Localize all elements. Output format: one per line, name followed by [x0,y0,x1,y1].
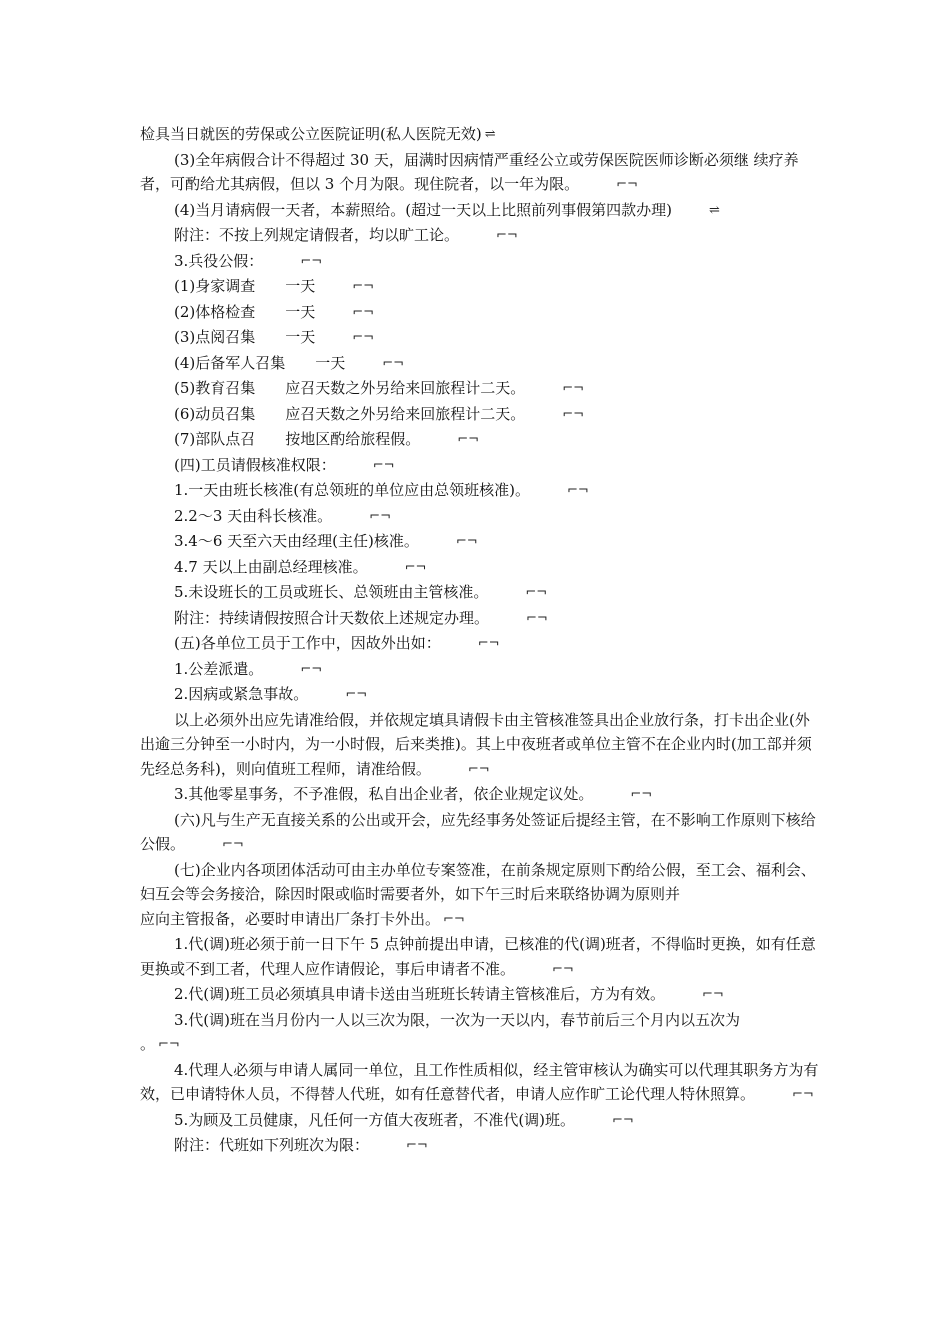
line-text: 2.2～3 天由科长核准。 [174,506,333,525]
line-text: 4.代理人必须与申请人属同一单位，且工作性质相似，经主管审核认为确实可以代理其职务方为有效，已申请特休人员，不得替人代班，如有任意替代者，申请人应作旷工论代理人特休照算。 [140,1060,819,1103]
line-text: 5.为顾及工员健康，凡任何一方值大夜班者，不准代(调)班。 [174,1110,576,1129]
paragraph-mark-icon: ⌐¬ [369,508,391,524]
line-text: (4)当月请病假一天者，本薪照给。(超过一天以上比照前列事假第四款办理) [174,200,672,219]
line-text: 1.一天由班长核准(有总领班的单位应由总领班核准)。 [174,481,531,499]
line-text: 3.兵役公假： [174,251,264,270]
line-text: (1)身家调查 一天 [174,277,316,295]
line-text: (3)全年病假合计不得超过 30 天，届满时因病情严重经公立或劳保医院医师诊断必须继 续疗养者，可酌给尤其病假，但以 3 个月为限。现住院者，以一年为限。 [140,150,799,193]
document-body [140,122,820,1159]
paragraph-mark-icon: ⌐¬ [616,177,638,192]
text-line [140,682,820,708]
paragraph-mark-icon: ⌐¬ [372,457,395,473]
text-line [140,907,820,933]
text-line [140,606,820,632]
text-line [140,504,820,530]
paragraph-mark-icon: ⌐¬ [562,406,585,422]
paragraph-mark-icon: ⌐¬ [158,1037,180,1052]
text-line [140,198,820,224]
line-text: 附注：代班如下列班次为限： [174,1136,370,1154]
paragraph-mark-icon: ⌐¬ [222,837,244,852]
text-line [140,1032,820,1058]
paragraph-mark-icon: ⌐¬ [457,432,480,447]
text-line [140,555,820,581]
paragraph-mark-icon: ⌐¬ [406,1138,428,1153]
text-line [140,982,820,1008]
text-line [140,122,820,148]
line-text: 3.代(调)班在当月份内一人以三次为限，一次为一天以内，春节前后三个月内以五次为 [174,1010,741,1029]
line-text: (七)企业内各项团体活动可由主办单位专案签准，在前条规定原则下酌给公假，至工会、福利会、妇互会等会务接洽，除因时限或临时需要者外，如下午三时后来联络协调为原则并 [140,860,816,903]
text-line [140,1008,820,1033]
line-text: (4)后备军人召集 一天 [174,353,346,372]
line-text: 5.未设班长的工员或班长、总领班由主管核准。 [174,583,489,601]
line-text: (四)工员请假核准权限： [174,455,336,474]
paragraph-mark-icon: ⌐¬ [630,787,653,802]
line-text: 1.代(调)班必须于前一日下午 5 点钟前提出申请，已核准的代(调)班者，不得临时更换，如有任意更换或不到工者，代理人应作请假论，事后申请者不准。 [140,935,816,978]
paragraph-mark-icon: ⌐¬ [525,585,548,600]
line-text: (五)各单位工员于工作中，因故外出如： [174,634,441,652]
text-line [140,1108,820,1134]
text-line [140,351,820,377]
text-line [140,932,820,982]
paragraph-mark-icon: ⌐¬ [352,330,375,345]
paragraph-mark-icon: ⌐¬ [792,1087,814,1102]
line-text: (2)体格检查 一天 [174,302,316,321]
paragraph-mark-icon: ⌐¬ [300,661,323,677]
text-line [140,427,820,453]
line-text: 附注：不按上列规定请假者，均以旷工论。 [174,226,460,244]
paragraph-mark-icon: ⌐¬ [300,253,323,269]
paragraph-mark-icon: ⌐¬ [562,381,585,396]
text-line [140,453,820,479]
line-text: 附注：持续请假按照合计天数依上述规定办理。 [174,608,490,627]
text-line [140,657,820,683]
paragraph-mark-icon: ⌐¬ [702,987,724,1002]
paragraph-mark-icon: ⌐¬ [567,483,589,498]
paragraph-mark-icon: ⌐¬ [455,534,478,549]
paragraph-mark-icon: ⌐¬ [352,304,375,320]
paragraph-mark-icon: ⌐¬ [345,687,368,702]
line-text: 3.4～6 天至六天由经理(主任)核准。 [174,532,419,550]
text-line [140,249,820,275]
text-line [140,631,820,657]
line-text: 2.因病或紧急事故。 [174,685,309,703]
line-text: (3)点阅召集 一天 [174,328,316,346]
paragraph-mark-icon: ⌐¬ [404,559,427,575]
text-line [140,782,820,808]
line-text: (6)动员召集 应召天数之外另给来回旅程计二天。 [174,404,526,423]
paragraph-mark-icon: ⌐¬ [526,610,548,626]
text-line [140,1058,820,1108]
text-line [140,402,820,428]
text-line [140,148,820,198]
line-text: 以上必须外出应先请准给假，并依规定填具请假卡由主管核准签具出企业放行条，打卡出企业(外出逾三分钟至一小时内，为一小时假，后来类推)。其上中夜班者或单位主管不在企业内时(加工部并须先经总务科)，则向值班工程师，请准给假。 [140,710,812,778]
text-line [140,300,820,326]
line-text: (六)凡与生产无直接关系的公出或开会，应先经事务处签证后提经主管，在不影响工作原则下核给公假。 [140,810,816,853]
line-text: 4.7 天以上由副总经理核准。 [174,557,368,576]
paragraph-mark-icon: ⌐¬ [382,355,405,371]
text-line [140,529,820,555]
line-text: 检具当日就医的劳保或公立医院证明(私人医院无效) [140,125,482,143]
text-line [140,223,820,249]
text-line [140,478,820,504]
paragraph-mark-icon: ⇌ [484,127,496,142]
line-text: 应向主管报备，必要时申请出厂条打卡外出。 [140,909,441,928]
line-text: 。 [140,1035,156,1053]
paragraph-mark-icon: ⌐¬ [467,761,490,777]
paragraph-mark-icon: ⌐¬ [496,228,518,243]
paragraph-mark-icon: ⇌ [708,202,720,218]
paragraph-mark-icon: ⌐¬ [612,1112,634,1128]
line-text: (5)教育召集 应召天数之外另给来回旅程计二天。 [174,379,526,397]
text-line [140,808,820,858]
line-text: 2.代(调)班工员必须填具申请卡送由当班班长转请主管核准后，方为有效。 [174,985,666,1003]
paragraph-mark-icon: ⌐¬ [477,636,500,651]
text-line [140,580,820,606]
line-text: 1.公差派遣。 [174,659,264,678]
text-line [140,858,820,907]
text-line [140,708,820,783]
line-text: (7)部队点召 按地区酌给旅程假。 [174,430,421,448]
line-text: 3.其他零星事务，不予准假，私自出企业者，依企业规定议处。 [174,785,594,803]
text-line [140,1133,820,1159]
paragraph-mark-icon: ⌐¬ [443,911,465,927]
paragraph-mark-icon: ⌐¬ [352,279,375,294]
text-line [140,274,820,300]
paragraph-mark-icon: ⌐¬ [552,961,574,977]
text-line [140,376,820,402]
text-line [140,325,820,351]
